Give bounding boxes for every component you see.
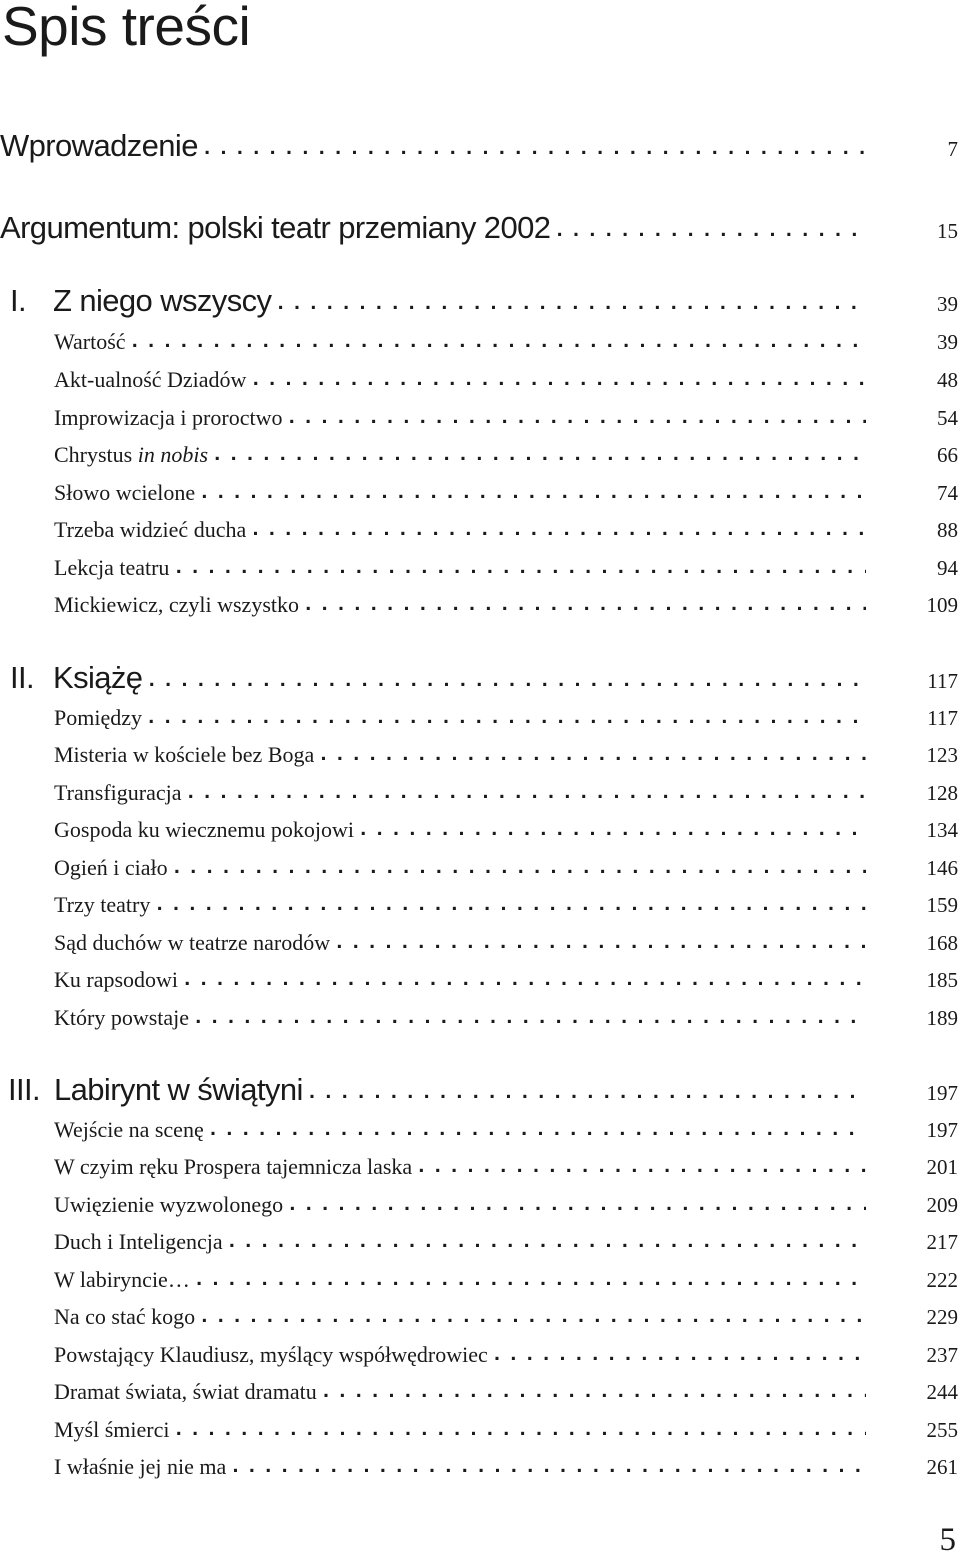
dot-leader <box>323 1377 866 1403</box>
dot-leader <box>289 1190 866 1216</box>
toc-entry-page: 229 <box>926 1305 958 1329</box>
toc-entry-page: 74 <box>937 481 958 505</box>
toc-entry-label: Sąd duchów w teatrze narodów <box>54 930 331 955</box>
toc-entry-page: 255 <box>926 1418 958 1442</box>
toc-entry-label: Gospoda ku wiecznemu pokojowi <box>54 817 354 842</box>
toc-entry-label: Wejście na scenę <box>54 1117 204 1142</box>
toc-entry-argumentum[interactable] <box>0 210 958 246</box>
toc-entry-label: Akt-ualność Dziadów <box>54 367 247 392</box>
toc-entry-label: Który powstaje <box>54 1005 190 1030</box>
toc-entry-label: Ogień i ciało <box>54 855 168 880</box>
dot-leader <box>195 1003 866 1029</box>
toc-entry-label: Improwizacja i proroctwo <box>54 405 283 430</box>
toc-subentry[interactable] <box>54 817 958 843</box>
toc-entry-page: 117 <box>927 706 958 730</box>
toc-entry-label: Ku rapsodowi <box>54 967 179 992</box>
toc-entry-label: Transfiguracja <box>54 780 182 805</box>
toc-subentry[interactable] <box>54 1192 958 1218</box>
toc-entry-page: 197 <box>926 1118 958 1142</box>
dot-leader <box>288 403 866 429</box>
toc-subentry[interactable] <box>54 1379 958 1405</box>
toc-entry-label: Argumentum: polski teatr przemiany 2002 <box>0 210 551 245</box>
toc-subentry[interactable] <box>54 930 958 956</box>
toc-entry-page: 54 <box>937 406 958 430</box>
toc-entry-page: 39 <box>937 330 958 354</box>
toc-entry-page: 15 <box>937 219 958 243</box>
dot-leader <box>309 1070 866 1106</box>
toc-entry-label: Duch i Inteligencja <box>54 1229 223 1254</box>
toc-subentry[interactable] <box>54 1229 958 1255</box>
toc-entry-label: Wartość <box>54 329 126 354</box>
dot-leader <box>132 327 866 353</box>
dot-leader <box>176 1415 867 1441</box>
toc-subentry[interactable] <box>54 592 958 618</box>
toc-entry-page: 159 <box>926 893 958 917</box>
dot-leader <box>214 440 866 466</box>
toc-subentry[interactable] <box>54 367 958 393</box>
chapter-number: I. <box>10 283 27 318</box>
toc-entry-label: Na co stać kogo <box>54 1304 196 1329</box>
dot-leader <box>336 928 866 954</box>
chapter-number: II. <box>10 660 35 695</box>
toc-chapter-2[interactable] <box>0 660 958 696</box>
toc-entry-label: W labiryncie… <box>54 1267 190 1292</box>
chapter-title: Książę <box>53 660 143 695</box>
toc-entry-page: 189 <box>926 1006 958 1030</box>
dot-leader <box>556 208 866 244</box>
toc-entry-page: 94 <box>937 556 958 580</box>
toc-entry-page: 168 <box>926 931 958 955</box>
toc-entry-label: Uwięzienie wyzwolonego <box>54 1192 284 1217</box>
dot-leader <box>148 658 866 694</box>
toc-subentry[interactable] <box>54 855 958 881</box>
chapter-number: III. <box>8 1072 41 1107</box>
dot-leader <box>148 703 866 729</box>
dot-leader <box>175 553 866 579</box>
dot-leader <box>252 365 866 391</box>
toc-entry-label: Misteria w kościele bez Boga <box>54 742 315 767</box>
toc-subentry[interactable] <box>54 1154 958 1180</box>
toc-entry-page: 134 <box>926 818 958 842</box>
dot-leader <box>184 965 866 991</box>
dot-leader <box>360 815 866 841</box>
chapter-title: Labirynt w świątyni <box>54 1072 303 1107</box>
toc-entry-page: 146 <box>926 856 958 880</box>
dot-leader <box>196 1265 866 1291</box>
dot-leader <box>174 853 866 879</box>
toc-subentry[interactable] <box>54 1267 958 1293</box>
toc-entry-page: 109 <box>926 593 958 617</box>
toc-entry-page: 237 <box>926 1343 958 1367</box>
page-number: 5 <box>939 1522 956 1558</box>
toc-entry-label: Trzeba widzieć ducha <box>54 517 247 542</box>
toc-entry-label: Wprowadzenie <box>0 128 198 163</box>
toc-entry-page: 222 <box>926 1268 958 1292</box>
toc-entry-page: 197 <box>926 1081 958 1105</box>
toc-entry-label: W czyim ręku Prospera tajemnicza laska <box>54 1154 413 1179</box>
toc-entry-page: 217 <box>926 1230 958 1254</box>
toc-entry-page: 48 <box>937 368 958 392</box>
toc-subentry[interactable] <box>54 1304 958 1330</box>
label-part: Chrystus <box>54 442 138 467</box>
toc-subentry[interactable] <box>54 555 958 581</box>
toc-entry-page: 123 <box>926 743 958 767</box>
dot-leader <box>232 1452 866 1478</box>
toc-entry-page: 209 <box>926 1193 958 1217</box>
toc-entry-page: 244 <box>926 1380 958 1404</box>
toc-entry-page: 117 <box>927 669 958 693</box>
page-title: Spis treści <box>2 0 251 57</box>
dot-leader <box>252 515 866 541</box>
toc-subentry[interactable] <box>54 1117 958 1143</box>
toc-subentry[interactable] <box>54 1417 958 1443</box>
toc-subentry[interactable] <box>54 442 958 468</box>
toc-chapter-1[interactable] <box>0 283 958 319</box>
toc-subentry[interactable] <box>54 892 958 918</box>
chapter-title: Z niego wszyscy <box>53 283 272 318</box>
dot-leader <box>210 1115 866 1141</box>
toc-subentry[interactable] <box>54 780 958 806</box>
toc-entry-page: 39 <box>937 292 958 316</box>
toc-entry-label: Pomiędzy <box>54 705 142 730</box>
dot-leader <box>277 281 866 317</box>
dot-leader <box>201 478 866 504</box>
toc-entry-page: 261 <box>926 1455 958 1479</box>
toc-entry-label: Trzy teatry <box>54 892 151 917</box>
toc-entry-label: Mickiewicz, czyli wszystko <box>54 592 299 617</box>
toc-entry-label: Myśl śmierci <box>54 1417 170 1442</box>
toc-subentry[interactable] <box>54 1454 958 1480</box>
toc-entry-page: 88 <box>937 518 958 542</box>
dot-leader <box>204 126 866 162</box>
dot-leader <box>188 778 867 804</box>
toc-subentry[interactable] <box>54 480 958 506</box>
toc-subentry[interactable] <box>54 967 958 993</box>
toc-entry-label: I właśnie jej nie ma <box>54 1454 227 1479</box>
toc-entry-page: 7 <box>947 137 958 161</box>
dot-leader <box>156 890 866 916</box>
toc-subentry[interactable] <box>54 1005 958 1031</box>
dot-leader <box>305 590 866 616</box>
toc-subentry[interactable] <box>54 742 958 768</box>
toc-entry-label: Dramat świata, świat dramatu <box>54 1379 317 1404</box>
toc-entry-page: 128 <box>926 781 958 805</box>
toc-entry-page: 201 <box>926 1155 958 1179</box>
dot-leader <box>320 740 866 766</box>
label-italic-part: in nobis <box>137 442 209 467</box>
dot-leader <box>229 1227 866 1253</box>
toc-entry-page: 66 <box>937 443 958 467</box>
toc-subentry[interactable] <box>54 705 958 731</box>
toc-entry-label: Powstający Klaudiusz, myślący współwędrowiec <box>54 1342 488 1367</box>
toc-subentry[interactable] <box>54 329 958 355</box>
toc-chapter-3[interactable] <box>0 1072 958 1108</box>
dot-leader <box>494 1340 866 1366</box>
dot-leader <box>201 1302 866 1328</box>
toc-subentry[interactable] <box>54 1342 958 1368</box>
toc-entry-page: 185 <box>926 968 958 992</box>
toc-entry-label: Lekcja teatru <box>54 555 170 580</box>
toc-subentry[interactable] <box>54 517 958 543</box>
dot-leader <box>418 1152 866 1178</box>
toc-entry-label: Słowo wcielone <box>54 480 196 505</box>
toc-subentry[interactable] <box>54 405 958 431</box>
toc-entry-intro[interactable] <box>0 128 958 164</box>
toc-entry-label <box>54 442 208 468</box>
